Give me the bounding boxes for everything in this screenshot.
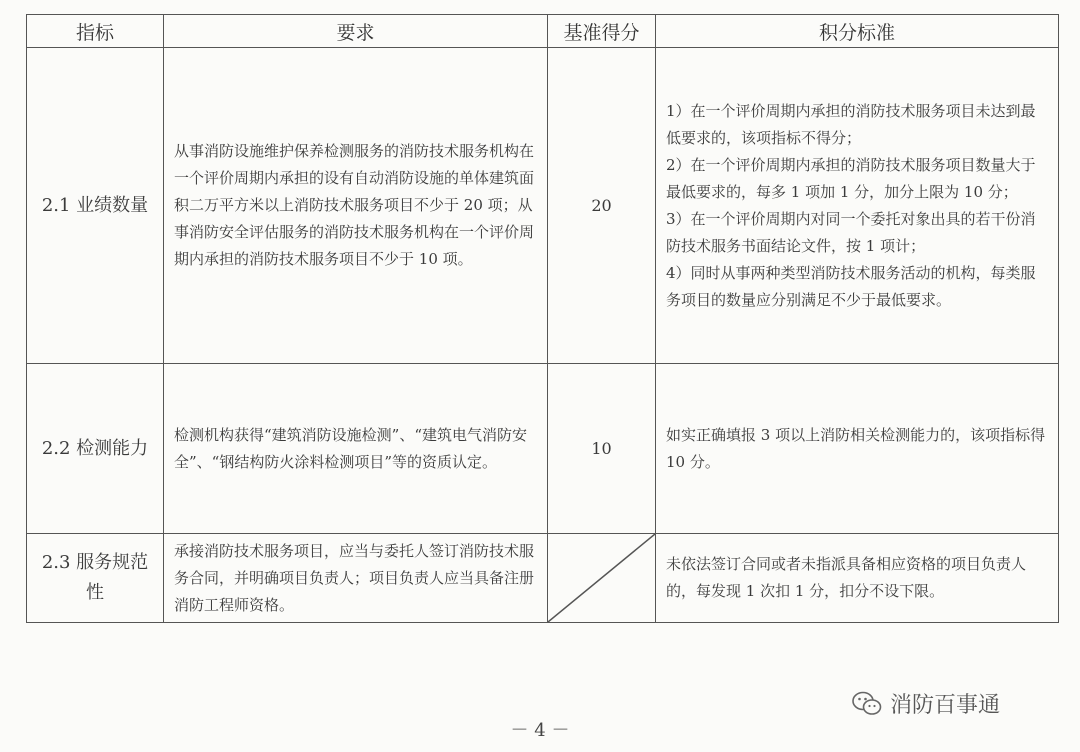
table-header-row: [27, 15, 1059, 48]
header-scoring-standard: 积分标准: [656, 15, 1059, 48]
base-score-cell: 10: [548, 364, 656, 534]
diagonal-slash: [548, 534, 655, 622]
rule-item: 如实正确填报 3 项以上消防相关检测能力的，该项指标得 10 分。: [666, 425, 1046, 471]
indicator-cell: 2.1 业绩数量: [27, 48, 164, 364]
rule-item: 2）在一个评价周期内承担的消防技术服务项目数量大于最低要求的，每多 1 项加 1 分，加分上限为 10 分；: [666, 155, 1036, 201]
requirement-cell: 从事消防设施维护保养检测服务的消防技术服务机构在一个评价周期内承担的设有自动消防设施的单体建筑面积二万平方米以上消防技术服务项目不少于 20 项；从事消防安全评估服务的消防技术服务机构在一个评价周期内承担的消防技术服务项目不少于 10 项。: [164, 48, 548, 364]
base-score-cell: 20: [548, 48, 656, 364]
wechat-icon: [852, 691, 882, 717]
rule-item: 1）在一个评价周期内承担的消防技术服务项目未达到最低要求的，该项指标不得分；: [666, 101, 1036, 147]
rule-item: 4）同时从事两种类型消防技术服务活动的机构，每类服务项目的数量应分别满足不少于最低要求。: [666, 263, 1036, 309]
indicator-cell: 2.2 检测能力: [27, 364, 164, 534]
watermark: [852, 688, 1000, 719]
scoring-standard-cell: [656, 48, 1059, 364]
page-number: － 4 －: [510, 720, 570, 741]
table-row: [27, 364, 1059, 534]
requirement-cell: 承接消防技术服务项目，应当与委托人签订消防技术服务合同，并明确项目负责人；项目负责人应当具备注册消防工程师资格。: [164, 534, 548, 623]
table-row: [27, 534, 1059, 623]
header-requirement: 要求: [164, 15, 548, 48]
table-row: [27, 48, 1059, 364]
header-base-score: 基准得分: [548, 15, 656, 48]
rule-item: 3）在一个评价周期内对同一个委托对象出具的若干份消防技术服务书面结论文件，按 1 项计；: [666, 209, 1036, 255]
scoring-standard-cell: [656, 364, 1059, 534]
scoring-table: [26, 14, 1059, 623]
scoring-standard-cell: [656, 534, 1059, 623]
base-score-cell-empty: [548, 534, 656, 623]
watermark-text: 消防百事通: [890, 693, 1001, 718]
requirement-cell: 检测机构获得“建筑消防设施检测”、“建筑电气消防安全”、“钢结构防火涂料检测项目”等的资质认定。: [164, 364, 548, 534]
rule-item: 未依法签订合同或者未指派具备相应资格的项目负责人的，每发现 1 次扣 1 分，扣分不设下限。: [666, 555, 1027, 600]
indicator-cell: 2.3 服务规范性: [27, 534, 164, 623]
header-indicator: 指标: [27, 15, 164, 48]
